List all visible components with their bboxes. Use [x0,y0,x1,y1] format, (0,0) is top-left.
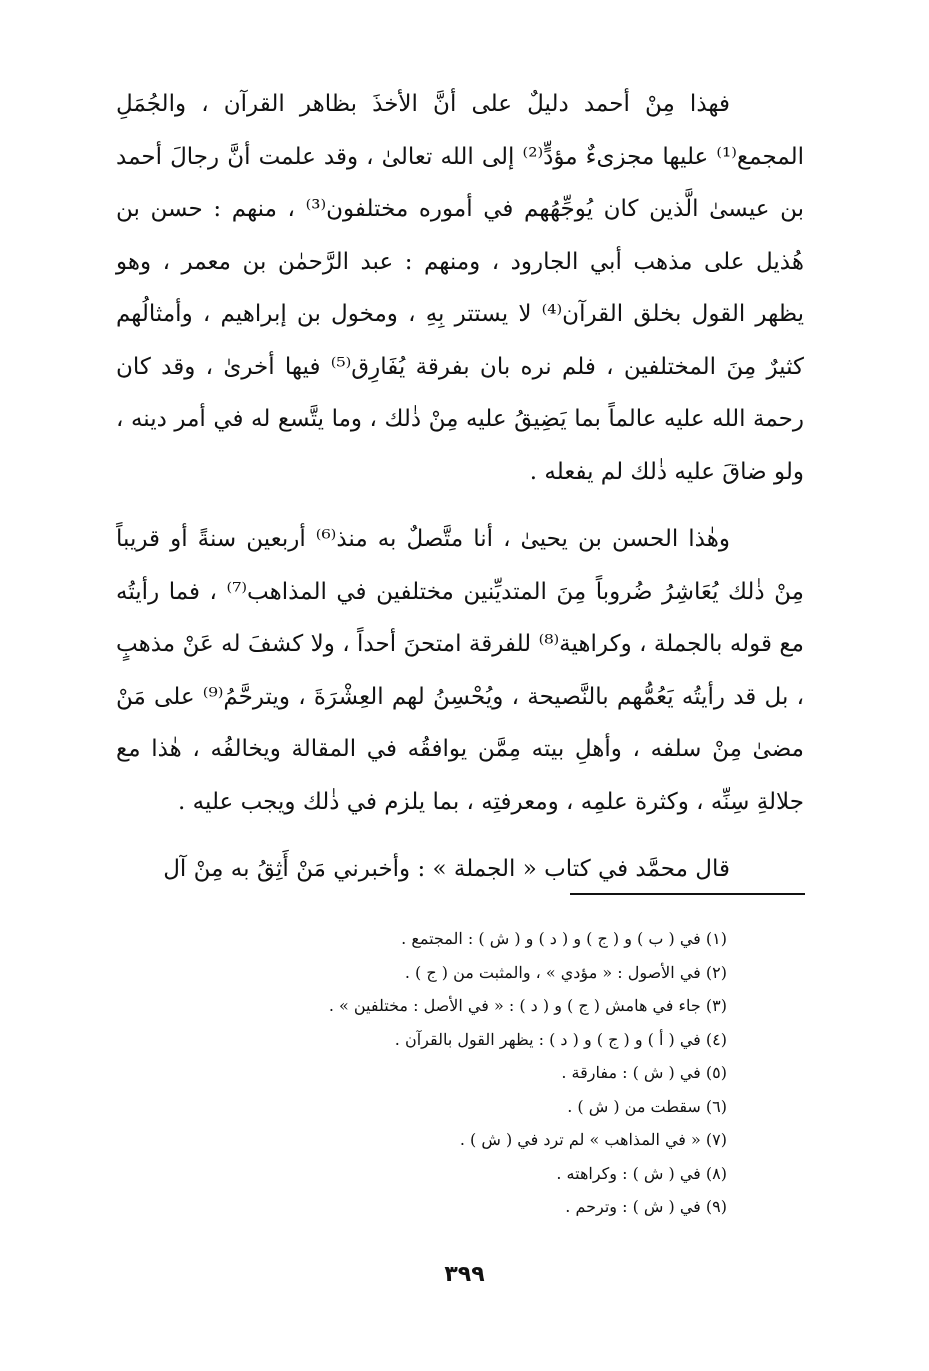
footnote-1: (١) في ( ب ) و ( ج ) و ( د ) و ( ش ) : المجتمع . [401,929,727,948]
footnote-7: (٧) « في المذاهب » لم ترد في ( ش ) . [459,1130,727,1149]
footnotes [200,922,727,1224]
footnote-8: (٨) في ( ش ) : وكراهته . [556,1163,727,1183]
footnote-5: (٥) في ( ش ) : مفارقة . [561,1063,727,1082]
footnote-3: (٣) جاء في هامش ( ج ) و ( د ) : « في الأصل : مختلفين » . [328,996,727,1015]
footnote-6: (٦) سقطت من ( ش ) . [567,1096,727,1116]
paragraph-3: قال محمَّد في كتاب « الجملة » : وأخبرني مَنْ أَثِقُ به مِنْ آل [163,856,730,882]
paragraph-2: وهٰذا الحسن بن يحيىٰ ، أنا متَّصلٌ به منذ⁽⁶⁾ أربعين سنةً أو قريباً مِنْ ذٰلك يُعَاشِرُ ضُروباً مِنَ المتديِّنين مختلفين في المذاهب⁽⁷⁾ ، فما رأيتُه مع قوله بالجملة ، وكراهية⁽⁸⁾ للفرقة امتحنَ أحداً ، ولا كشفَ له عَنْ مذهبٍ ، بل قد رأيتُه يَعُمُّهم بالنَّصيحة ، ويُحْسِنُ لهم العِشْرَةَ ، ويترحَّمُ⁽⁹⁾ على مَنْ مضىٰ مِنْ سلفه ، وأهلِ بيته مِمَّن يوافقُه في المقالة ويخالفُه ، هٰذا مع جلالةِ سِنِّه ، وكثرة علمِه ، ومعرفتِه ، بما يلزم في ذٰلك ويجب عليه . [116,526,804,815]
main-text [116,78,804,896]
footnote-2: (٢) في الأصول : « مؤدي » ، والمثبت من ( ج ) . [404,962,727,982]
footnote-9: (٩) في ( ش ) : وترحم . [565,1197,727,1216]
footnote-separator [570,893,805,895]
page-number: ٣٩٩ [444,1262,485,1287]
footnote-4: (٤) في ( أ ) و ( ج ) و ( د ) : يظهر القول بالقرآن . [394,1029,727,1049]
paragraph-1: فهذا مِنْ أحمد دليلٌ على أنَّ الأخذَ بظاهر القرآن ، والجُمَلِ المجمع⁽¹⁾ عليها مجزىءٌ مؤدٍّ⁽²⁾ إلى الله تعالىٰ ، وقد علمت أنَّ رجالَ أحمد بن عيسىٰ الَّذين كان يُوجِّهُهم في أموره مختلفون⁽³⁾ ، منهم : حسن بن هُذيل على مذهب أبي الجارود ، ومنهم : عبد الرَّحمٰن بن معمر ، وهو يظهر القول بخلق القرآن⁽⁴⁾ لا يستتر بِهِ ، ومخول بن إبراهيم ، وأمثالُهم كثيرٌ مِنَ المختلفين ، فلم نره بان بفرقة يُفَارِق⁽⁵⁾ فيها أخرىٰ ، وقد كان رحمة الله عليه عالماً بما يَضِيقُ عليه مِنْ ذٰلك ، وما يتَّسع له في أمر دينه ، ولو ضاقَ عليه ذٰلك لم يفعله . [116,91,805,485]
